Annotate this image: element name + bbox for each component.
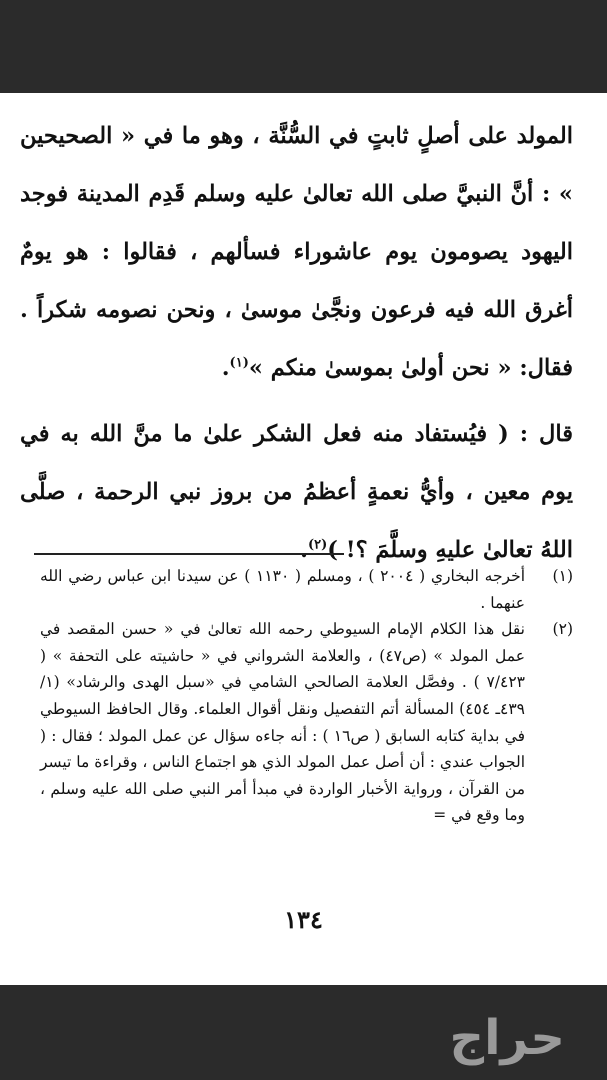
footnote-number: (٢): [552, 620, 573, 639]
footnote-ref-1: (١): [229, 355, 249, 371]
paragraph-1-tail: .: [221, 355, 230, 381]
paragraph-2-tail: .: [300, 537, 308, 563]
footnote-separator: [34, 553, 344, 555]
book-page: [0, 93, 607, 985]
top-black-bar: [0, 0, 607, 93]
paragraph-2-text: قال : ( فيُستفاد منه فعل الشكر علىٰ ما منَّ الله به في يوم معين ، وأيُّ نعمةٍ أعظمُ من بروز نبي الرحمة ، صلَّى اللهُ تعالىٰ عليهِ وسلَّمَ ؟! ): [20, 421, 573, 563]
footnotes: [40, 563, 573, 829]
paragraph-1-text: المولد على أصلٍ ثابتٍ في السُّنَّة ، وهو ما في « الصحيحين » : أنَّ النبيَّ صلى الله تعالىٰ عليه وسلم قَدِم المدينة فوجد اليهود يصومون يوم عاشوراء فسألهم ، فقالوا : هو يومٌ أغرق الله فيه فرعون ونجَّىٰ موسىٰ ، ونحن نصومه شكراً . فقال: « نحن أولىٰ بموسىٰ منكم »: [20, 123, 573, 381]
haraj-watermark: حراج: [449, 1010, 565, 1066]
footnote-1: [40, 563, 573, 616]
paragraph-1: [20, 107, 573, 397]
footnote-2: [40, 616, 573, 829]
footnote-text: أخرجه البخاري ( ٢٠٠٤ ) ، ومسلم ( ١١٣٠ ) عن سيدنا ابن عباس رضي الله عنهما .: [40, 567, 525, 612]
footnote-text: نقل هذا الكلام الإمام السيوطي رحمه الله تعالىٰ في « حسن المقصد في عمل المولد » (ص٤٧) ، والعلامة الشرواني في « حاشيته على التحفة » ( ٧/٤٢٣ ) . وفصَّل العلامة الصالحي الشامي في «سبل الهدى والرشاد» (١/ ٤٣٩ـ ٤٥٤) المسألة أتم التفصيل ونقل أقوال العلماء. وقال الحافظ السيوطي في بداية كتابه السابق ( ص١٦ ) : أنه جاءه سؤال عن عمل المولد ؛ فقال : ( الجواب عندي : أن أصل عمل المولد الذي هو اجتماع الناس ، وقراءة ما تيسر من القرآن ، ورواية الأخبار الواردة في مبدأ أمر النبي صلى الله عليه وسلم ، وما وقع في =: [40, 620, 525, 825]
footnote-number: (١): [552, 567, 573, 585]
main-text: [20, 107, 573, 579]
page-number: ١٣٤: [284, 905, 323, 934]
footnote-ref-2: (٢): [308, 537, 328, 553]
